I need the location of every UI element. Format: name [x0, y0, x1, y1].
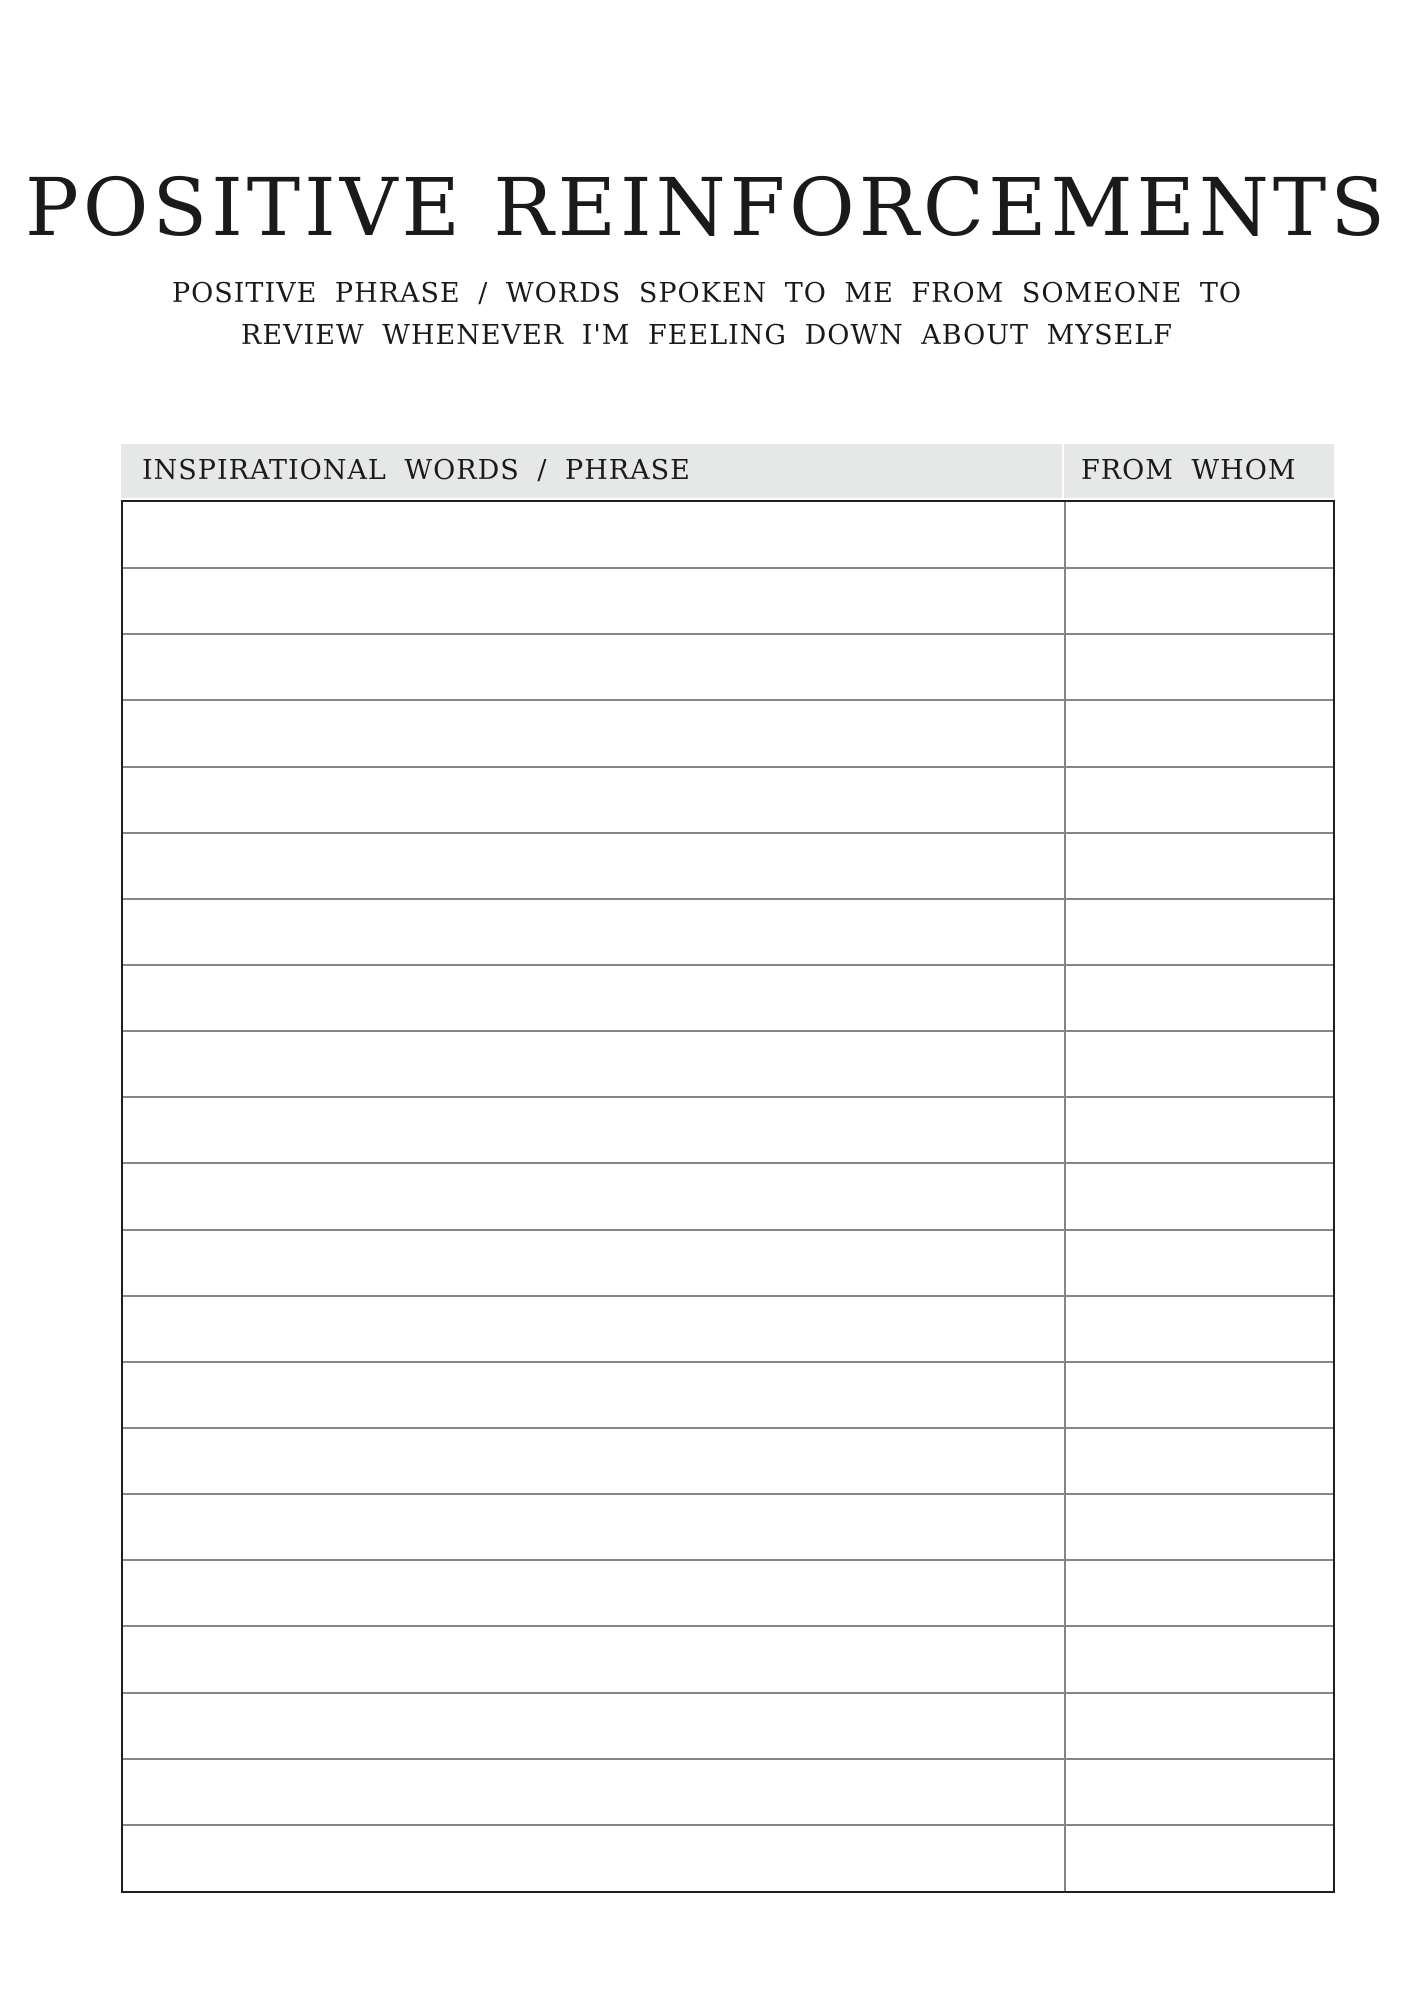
table-row-line: [123, 1295, 1333, 1297]
subtitle-line-1: POSITIVE PHRASE / WORDS SPOKEN TO ME FROM SOMEONE TO: [171, 278, 1243, 309]
table-row-line: [123, 567, 1333, 569]
table-row-line: [123, 1229, 1333, 1231]
table-row-line: [123, 766, 1333, 768]
header-column-divider: [1062, 444, 1064, 498]
table-row-line: [123, 964, 1333, 966]
table-row-line: [123, 832, 1333, 834]
page-title: POSITIVE REINFORCEMENTS: [24, 161, 1390, 254]
table-row-line: [123, 1162, 1333, 1164]
table-body: [121, 500, 1335, 1893]
column-header-phrase: INSPIRATIONAL WORDS / PHRASE: [142, 455, 691, 486]
table-row-line: [123, 1096, 1333, 1098]
table-row-line: [123, 898, 1333, 900]
table-row-line: [123, 1493, 1333, 1495]
subtitle-line-2: REVIEW WHENEVER I'M FEELING DOWN ABOUT MYSELF: [241, 320, 1173, 351]
table-row-line: [123, 1030, 1333, 1032]
table-row-line: [123, 1824, 1333, 1826]
table-header: [121, 444, 1334, 498]
table-row-line: [123, 1361, 1333, 1363]
table-row-line: [123, 1625, 1333, 1627]
column-header-from-whom: FROM WHOM: [1081, 455, 1297, 486]
table-row-line: [123, 1758, 1333, 1760]
table-row-line: [123, 699, 1333, 701]
table-row-line: [123, 1427, 1333, 1429]
table-row-line: [123, 633, 1333, 635]
table-row-line: [123, 1692, 1333, 1694]
table-row-line: [123, 1559, 1333, 1561]
column-divider: [1064, 502, 1066, 1891]
